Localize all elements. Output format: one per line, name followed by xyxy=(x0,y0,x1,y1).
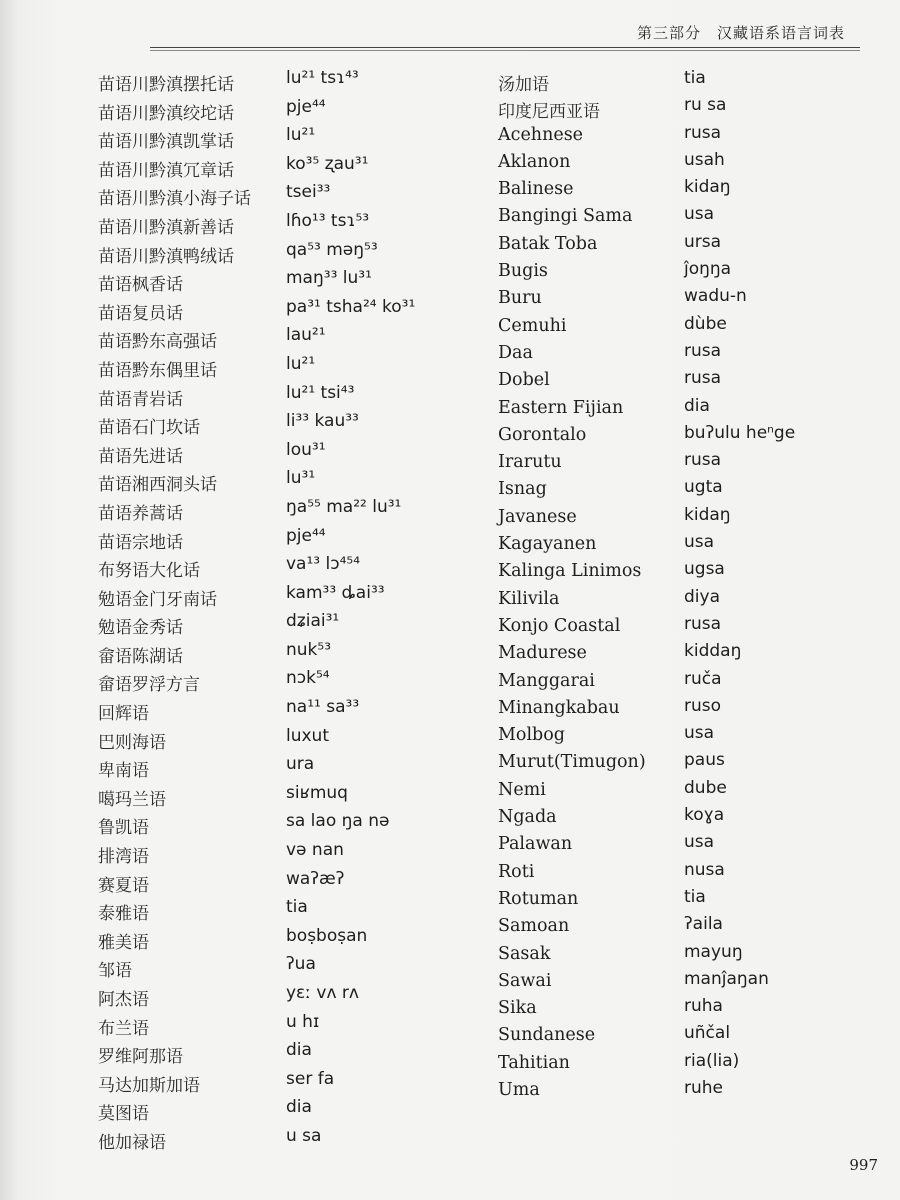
language-name: Buru xyxy=(498,288,542,309)
word-form: lu²¹ tsi⁴³ xyxy=(286,382,355,403)
language-name: 噶玛兰语 xyxy=(98,789,166,810)
left-column xyxy=(98,64,468,1151)
word-form: pa³¹ tsha²⁴ ko³¹ xyxy=(286,296,416,317)
word-entry-row xyxy=(498,1074,848,1101)
language-name: 他加禄语 xyxy=(98,1132,166,1153)
word-form: dia xyxy=(286,1040,312,1061)
word-entry-row xyxy=(498,473,848,500)
word-entry-row xyxy=(98,607,468,639)
word-form: dùbe xyxy=(684,313,727,334)
language-name: 罗维阿那语 xyxy=(98,1047,183,1068)
word-form: ser fa xyxy=(286,1068,335,1089)
word-form: qa⁵³ məŋ⁵³ xyxy=(286,239,378,260)
word-form: rusa xyxy=(684,340,722,361)
word-entry-row xyxy=(98,893,468,925)
word-form: tia xyxy=(684,886,706,907)
language-name: 邹语 xyxy=(98,961,132,982)
word-form: ursa xyxy=(684,231,722,252)
word-entry-row xyxy=(498,200,848,227)
word-form: luxut xyxy=(286,725,329,746)
word-entry-row xyxy=(498,883,848,910)
word-entry-row xyxy=(498,583,848,610)
word-form: usah xyxy=(684,149,725,170)
language-name: 勉语金秀话 xyxy=(98,618,183,639)
word-form: pje⁴⁴ xyxy=(286,525,326,546)
word-form: u sa xyxy=(286,1125,322,1146)
language-name: 苗语黔东偶里话 xyxy=(98,360,217,381)
language-name: Murut(Timugon) xyxy=(498,752,646,773)
word-form: tsei³³ xyxy=(286,182,331,203)
word-entry-row xyxy=(98,321,468,353)
language-name: 苗语湘西洞头话 xyxy=(98,475,217,496)
word-form: lu²¹ tsɿ⁴³ xyxy=(286,68,359,88)
word-entry-row xyxy=(498,637,848,664)
word-entry-row xyxy=(98,522,468,551)
language-name: 苗语黔东高强话 xyxy=(98,332,217,353)
word-entry-row xyxy=(498,528,848,555)
word-entry-row xyxy=(498,992,848,1019)
language-name: 苗语青岩话 xyxy=(98,389,183,410)
word-entry-row xyxy=(98,1093,468,1125)
word-entry-row xyxy=(98,264,468,296)
word-entry-row xyxy=(498,719,848,746)
word-entry-row xyxy=(98,1122,468,1151)
language-name: Samoan xyxy=(498,916,570,937)
language-name: Balinese xyxy=(498,179,574,200)
word-entry-row xyxy=(98,1036,468,1068)
language-name: 苗语川黔滇绞坨话 xyxy=(98,103,234,124)
page-number: 997 xyxy=(849,1156,878,1174)
language-name: 鲁凯语 xyxy=(98,818,149,839)
language-name: 畲语陈湖话 xyxy=(98,646,183,667)
word-entry-row xyxy=(498,665,848,692)
language-name: 苗语川黔滇摆托话 xyxy=(98,75,234,95)
language-name: 雅美语 xyxy=(98,932,149,953)
word-form: kidaŋ xyxy=(684,177,731,198)
word-form: nusa xyxy=(684,859,725,880)
word-entry-row xyxy=(98,350,468,379)
word-entry-row xyxy=(98,1008,468,1037)
language-name: Eastern Fijian xyxy=(498,397,624,418)
language-name: Palawan xyxy=(498,834,573,855)
language-name: 苗语复员话 xyxy=(98,303,183,324)
word-entry-row xyxy=(498,392,848,419)
word-form: usa xyxy=(684,832,715,853)
language-name: Nemi xyxy=(498,779,546,800)
word-form: boṣboṣan xyxy=(286,925,368,946)
word-entry-row xyxy=(98,979,468,1008)
word-form: rusa xyxy=(684,613,722,634)
word-form: kidaŋ xyxy=(684,504,731,525)
language-name: 苗语川黔滇小海子话 xyxy=(98,189,251,210)
word-entry-row xyxy=(498,337,848,364)
word-entry-row xyxy=(498,119,848,146)
word-entry-row xyxy=(98,550,468,582)
language-name: 苗语川黔滇凯掌话 xyxy=(98,132,234,153)
language-name: 布努语大化话 xyxy=(98,561,200,582)
language-name: 苗语川黔滇冗章话 xyxy=(98,160,234,181)
word-form: maŋ³³ lu³¹ xyxy=(286,268,372,289)
word-form: li³³ kau³³ xyxy=(286,411,359,432)
language-name: Konjo Coastal xyxy=(498,615,621,636)
word-entry-row xyxy=(98,236,468,265)
word-form: dʑiai³¹ xyxy=(286,611,340,632)
word-form: mayuŋ xyxy=(684,941,743,962)
word-form: koɣa xyxy=(684,805,725,826)
word-form: waʔæʔ xyxy=(286,868,345,889)
language-name: Gorontalo xyxy=(498,424,587,445)
word-entry-row xyxy=(498,555,848,582)
word-form: buʔulu heⁿge xyxy=(684,422,796,443)
word-entry-row xyxy=(498,692,848,719)
word-entry-row xyxy=(498,364,848,391)
word-form: ria(lia) xyxy=(684,1050,740,1071)
word-entry-row xyxy=(98,779,468,808)
word-form: ugsa xyxy=(684,559,725,580)
word-entry-row xyxy=(98,807,468,839)
word-form: lɦo¹³ tsɿ⁵³ xyxy=(286,210,370,231)
word-entry-row xyxy=(98,407,468,439)
header-rule xyxy=(150,47,860,48)
language-name: Sasak xyxy=(498,943,551,964)
language-name: Aklanon xyxy=(498,151,571,172)
word-entry-row xyxy=(98,664,468,696)
language-name: Tahitian xyxy=(498,1052,570,1073)
word-entry-row xyxy=(98,865,468,894)
language-name: 莫图语 xyxy=(98,1104,149,1125)
word-entry-row xyxy=(498,856,848,883)
word-form: dia xyxy=(684,395,710,416)
word-entry-row xyxy=(498,1047,848,1074)
language-name: 印度尼西亚语 xyxy=(498,102,600,123)
language-name: 回辉语 xyxy=(98,704,149,725)
language-name: Sawai xyxy=(498,970,552,991)
word-form: va¹³ lɔ⁴⁵⁴ xyxy=(286,554,361,575)
language-name: Kilivila xyxy=(498,588,560,609)
language-name: 马达加斯加语 xyxy=(98,1075,200,1096)
word-entry-row xyxy=(498,1019,848,1046)
word-entry-row xyxy=(498,228,848,255)
word-entry-row xyxy=(498,282,848,309)
word-entry-row xyxy=(98,379,468,408)
language-name: Daa xyxy=(498,342,533,363)
word-form: u hɪ xyxy=(286,1011,320,1032)
running-header: 第三部分 汉藏语系语言词表 xyxy=(636,24,845,42)
language-name: Javanese xyxy=(498,506,577,527)
word-entry-row xyxy=(98,750,468,782)
word-entry-row xyxy=(98,693,468,725)
language-name: Ngada xyxy=(498,807,557,828)
word-form: kiddaŋ xyxy=(684,641,742,662)
word-form: sa lao ŋa nə xyxy=(286,811,390,832)
language-name: 苗语宗地话 xyxy=(98,532,183,553)
word-entry-row xyxy=(498,419,848,446)
word-form: yɛː vʌ rʌ xyxy=(286,983,359,1003)
word-form: və nan xyxy=(286,840,344,861)
word-form: ruha xyxy=(684,996,723,1017)
language-name: 苗语养蒿话 xyxy=(98,503,183,524)
word-form: dia xyxy=(286,1097,312,1118)
word-form: ugta xyxy=(684,477,723,498)
word-form: pje⁴⁴ xyxy=(286,96,326,117)
language-name: Sika xyxy=(498,998,537,1019)
word-form: lu²¹ xyxy=(286,353,316,374)
word-entry-row xyxy=(498,828,848,855)
word-entry-row xyxy=(98,579,468,608)
language-name: Rotuman xyxy=(498,888,579,909)
word-form: lau²¹ xyxy=(286,325,326,346)
word-form: lu²¹ xyxy=(286,125,316,146)
language-name: 苗语枫香话 xyxy=(98,275,183,296)
language-name: Dobel xyxy=(498,370,550,391)
language-name: 阿杰语 xyxy=(98,990,149,1010)
word-entry-row xyxy=(498,746,848,773)
language-name: 畲语罗浮方言 xyxy=(98,675,200,696)
word-form: lu³¹ xyxy=(286,468,316,489)
language-name: 苗语先进话 xyxy=(98,446,183,467)
language-name: 汤加语 xyxy=(498,75,549,95)
word-form: ura xyxy=(286,754,315,775)
word-form: siʁmuq xyxy=(286,782,348,803)
language-name: 苗语川黔滇新善话 xyxy=(98,217,234,238)
word-form: ĵoŋŋa xyxy=(684,259,732,280)
word-form: kam³³ ȡai³³ xyxy=(286,582,385,603)
word-form: ruso xyxy=(684,695,722,716)
language-name: Manggarai xyxy=(498,670,595,691)
word-form: manĵaŋan xyxy=(684,968,769,989)
language-name: 排湾语 xyxy=(98,847,149,868)
word-entry-row xyxy=(498,610,848,637)
word-entry-row xyxy=(498,965,848,992)
word-entry-row xyxy=(498,801,848,828)
word-entry-row xyxy=(98,922,468,951)
language-name: 苗语石门坎话 xyxy=(98,418,200,439)
word-entry-row xyxy=(98,464,468,496)
word-form: ʔaila xyxy=(684,914,723,935)
word-form: tia xyxy=(684,68,706,88)
language-name: 泰雅语 xyxy=(98,904,149,925)
language-name: Cemuhi xyxy=(498,315,567,336)
word-form: nɔk⁵⁴ xyxy=(286,668,330,689)
word-form: ko³⁵ ʐau³¹ xyxy=(286,153,369,174)
word-form: lou³¹ xyxy=(286,439,326,460)
language-name: Bugis xyxy=(498,261,548,282)
language-name: Uma xyxy=(498,1079,540,1100)
word-form: diya xyxy=(684,586,720,607)
language-name: Madurese xyxy=(498,643,587,664)
word-form: rusa xyxy=(684,368,722,389)
word-entry-row xyxy=(498,910,848,937)
header-rule-thin xyxy=(150,50,860,51)
word-entry-row xyxy=(98,178,468,210)
word-entry-row xyxy=(98,207,468,236)
word-entry-row xyxy=(98,1065,468,1094)
word-entry-row xyxy=(98,150,468,179)
language-name: 赛夏语 xyxy=(98,875,149,896)
word-entry-row xyxy=(498,173,848,200)
word-form: usa xyxy=(684,532,715,553)
word-form: dube xyxy=(684,777,727,798)
word-form: ruhe xyxy=(684,1077,723,1098)
word-entry-row xyxy=(498,446,848,473)
word-entry-row xyxy=(498,501,848,528)
word-entry-row xyxy=(498,64,848,95)
word-form: rusa xyxy=(684,450,722,471)
word-entry-row xyxy=(98,950,468,982)
word-form: tia xyxy=(286,897,308,918)
language-name: Bangingi Sama xyxy=(498,206,633,227)
right-column xyxy=(498,64,848,1101)
language-name: 勉语金门牙南话 xyxy=(98,589,217,610)
word-form: na¹¹ sa³³ xyxy=(286,697,360,718)
language-name: Kagayanen xyxy=(498,534,597,555)
language-name: 苗语川黔滇鸭绒话 xyxy=(98,246,234,267)
word-entry-row xyxy=(498,774,848,801)
word-form: ru sa xyxy=(684,95,727,116)
word-form: paus xyxy=(684,750,725,771)
word-entry-row xyxy=(498,310,848,337)
word-form: usa xyxy=(684,204,715,225)
word-entry-row xyxy=(498,91,848,123)
word-form: ŋa⁵⁵ ma²² lu³¹ xyxy=(286,496,402,517)
word-entry-row xyxy=(98,722,468,751)
language-name: 布兰语 xyxy=(98,1018,149,1039)
language-name: Sundanese xyxy=(498,1025,596,1046)
language-name: Molbog xyxy=(498,725,565,746)
word-form: ruča xyxy=(684,668,722,689)
word-form: rusa xyxy=(684,122,722,143)
word-form: nuk⁵³ xyxy=(286,639,332,660)
word-entry-row xyxy=(98,121,468,153)
word-entry-row xyxy=(98,64,468,93)
word-entry-row xyxy=(498,938,848,965)
word-entry-row xyxy=(98,493,468,522)
language-name: Minangkabau xyxy=(498,697,620,718)
word-entry-row xyxy=(498,146,848,173)
word-entry-row xyxy=(98,293,468,322)
language-name: 卑南语 xyxy=(98,761,149,782)
language-name: Batak Toba xyxy=(498,233,598,254)
language-name: Irarutu xyxy=(498,452,562,473)
word-form: usa xyxy=(684,723,715,744)
language-name: Roti xyxy=(498,861,535,882)
language-name: Kalinga Linimos xyxy=(498,561,642,582)
word-form: uñčal xyxy=(684,1023,731,1044)
word-entry-row xyxy=(98,836,468,868)
word-form: ʔua xyxy=(286,954,316,975)
word-entry-row xyxy=(98,93,468,122)
word-entry-row xyxy=(98,436,468,465)
language-name: Isnag xyxy=(498,479,547,500)
language-name: Acehnese xyxy=(498,124,584,145)
word-form: wadu-n xyxy=(684,286,747,307)
word-entry-row xyxy=(498,255,848,282)
word-entry-row xyxy=(98,636,468,665)
language-name: 巴则海语 xyxy=(98,732,166,753)
